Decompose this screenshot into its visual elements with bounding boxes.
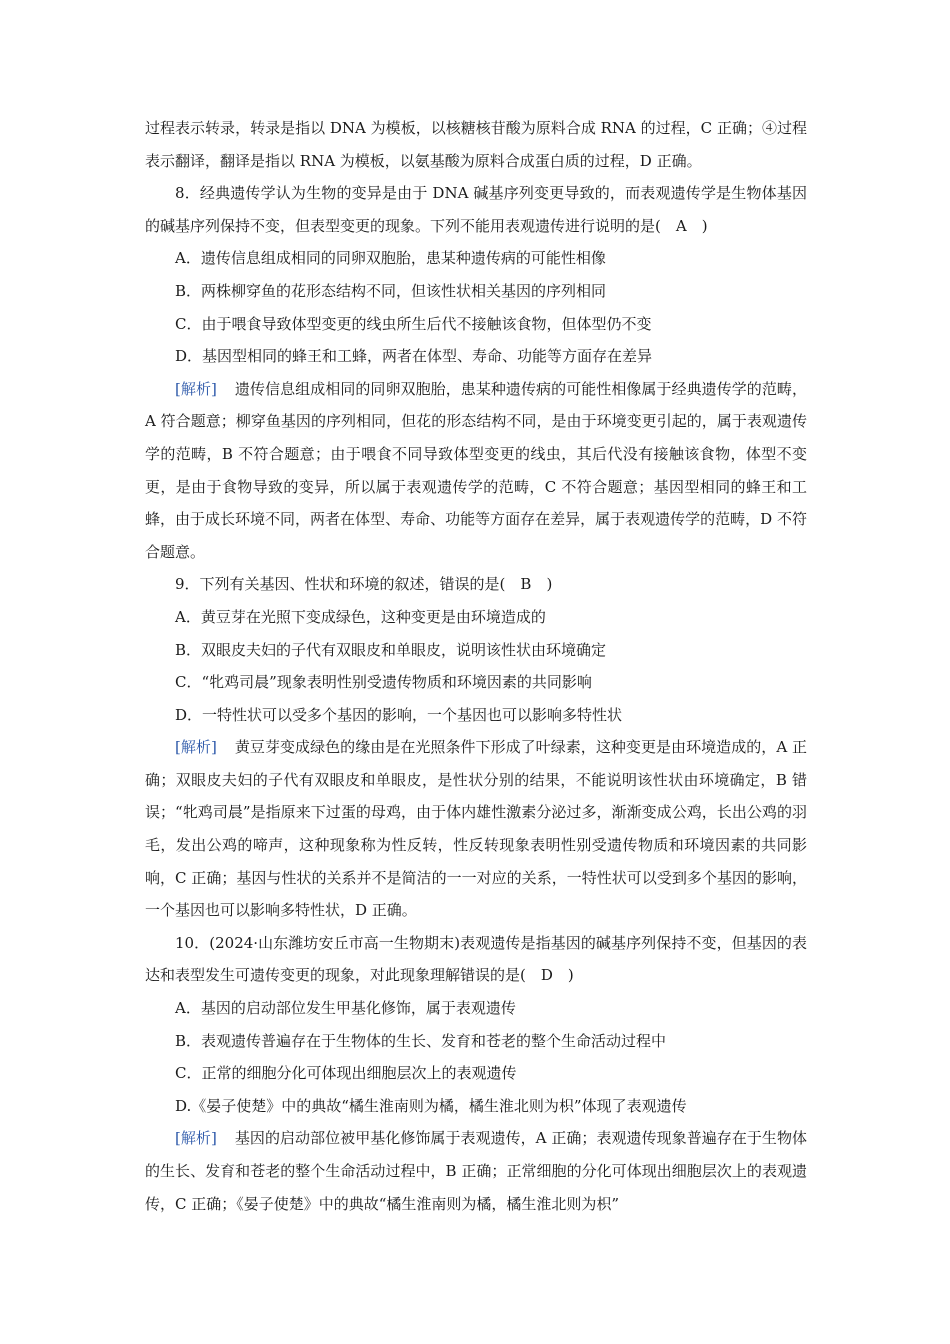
option-a: A．遗传信息组成相同的同卵双胞胎，患某种遗传病的可能性相像 <box>175 249 606 268</box>
question-10 <box>145 927 807 1220</box>
intro-paragraph: 过程表示转录，转录是指以 DNA 为模板，以核糖核苷酸为原料合成 RNA 的过程，C 正确；④过程表示翻译，翻译是指以 RNA 为模板，以氨基酸为原料合成蛋白质的过程，D 正确。 <box>145 119 807 170</box>
question-stem-text: 8．经典遗传学认为生物的变异是由于 DNA 碱基序列变更导致的，而表观遗传学是生物体基因的碱基序列保持不变，但表型变更的现象。下列不能用表观遗传进行说明的是( <box>145 184 807 235</box>
option-c: C．正常的细胞分化可体现出细胞层次上的表观遗传 <box>175 1064 517 1083</box>
option-a: A．黄豆芽在光照下变成绿色，这种变更是由环境造成的 <box>175 607 546 626</box>
answer-mark: B <box>505 575 547 594</box>
option-d: D.《晏子使楚》中的典故“橘生淮南则为橘，橘生淮北则为枳”体现了表观遗传 <box>175 1096 687 1115</box>
analysis-text: 黄豆芽变成绿色的缘由是在光照条件下形成了叶绿素，这种变更是由环境造成的，A 正确；双眼皮夫妇的子代有双眼皮和单眼皮，是性状分别的结果，不能说明该性状由环境确定，B 错误；“牝鸡司晨”是指原来下过蛋的母鸡，由于体内雄性激素分泌过多，渐渐变成公鸡，长出公鸡的羽毛，发出公鸡的啼声，这种现象称为性反转，性反转现象表明性别受遗传物质和环境因素的共同影响，C 正确；基因与性状的关系并不是简洁的一一对应的关系，一特性状可以受到多个基因的影响，一个基因也可以影响多特性状，D 正确。 <box>145 738 807 920</box>
option-d: D．一特性状可以受多个基因的影响，一个基因也可以影响多特性状 <box>175 705 623 724</box>
question-9 <box>145 568 807 927</box>
option-b: B．表观遗传普遍存在于生物体的生长、发育和苍老的整个生命活动过程中 <box>175 1031 667 1050</box>
analysis-label: [解析] <box>175 738 217 757</box>
option-a: A．基因的启动部位发生甲基化修饰，属于表观遗传 <box>175 999 516 1018</box>
question-stem-text: 9．下列有关基因、性状和环境的叙述，错误的是( <box>175 575 506 594</box>
question-stem <box>145 177 807 242</box>
option-c: C．“牝鸡司晨”现象表明性别受遗传物质和环境因素的共同影响 <box>175 673 592 692</box>
option-c: C．由于喂食导致体型变更的线虫所生后代不接触该食物，但体型仍不变 <box>175 314 652 333</box>
answer-mark: A <box>660 216 702 235</box>
question-stem-close: ) <box>701 216 708 235</box>
option-b: B．两株柳穿鱼的花形态结构不同，但该性状相关基因的序列相同 <box>175 281 607 300</box>
document-body <box>145 112 807 1220</box>
answer-mark: D <box>525 966 568 985</box>
analysis-label: [解析] <box>175 379 217 398</box>
analysis-text: 基因的启动部位被甲基化修饰属于表观遗传，A 正确；表观遗传现象普遍存在于生物体的生长、发育和苍老的整个生命活动过程中，B 正确；正常细胞的分化可体现出细胞层次上的表观遗传，C 正确；《晏子使楚》中的典故“橘生淮南则为橘，橘生淮北则为枳” <box>145 1129 807 1213</box>
question-stem <box>145 568 807 601</box>
analysis-paragraph <box>145 731 807 927</box>
analysis-paragraph <box>145 1122 807 1220</box>
question-stem-close: ) <box>567 966 574 985</box>
question-stem <box>145 927 807 992</box>
analysis-paragraph <box>145 373 807 569</box>
option-d: D．基因型相同的蜂王和工蜂，两者在体型、寿命、功能等方面存在差异 <box>175 347 653 366</box>
analysis-label: [解析] <box>175 1129 217 1148</box>
option-b: B．双眼皮夫妇的子代有双眼皮和单眼皮，说明该性状由环境确定 <box>175 640 607 659</box>
question-8 <box>145 177 807 568</box>
question-stem-text: 10．(2024·山东潍坊安丘市高一生物期末)表观遗传是指基因的碱基序列保持不变，但基因的表达和表型发生可遗传变更的现象，对此现象理解错误的是( <box>145 933 807 985</box>
analysis-text: 遗传信息组成相同的同卵双胞胎，患某种遗传病的可能性相像属于经典遗传学的范畴，A 符合题意；柳穿鱼基因的序列相同，但花的形态结构不同，是由于环境变更引起的，属于表观遗传学的范畴，B 不符合题意；由于喂食不同导致体型变更的线虫，其后代没有接触该食物，体型不变更，是由于食物导致的变异，所以属于表观遗传学的范畴，C 不符合题意；基因型相同的蜂王和工蜂，由于成长环境不同，两者在体型、寿命、功能等方面存在差异，属于表观遗传学的范畴，D 不符合题意。 <box>145 379 807 561</box>
question-stem-close: ) <box>546 575 553 594</box>
